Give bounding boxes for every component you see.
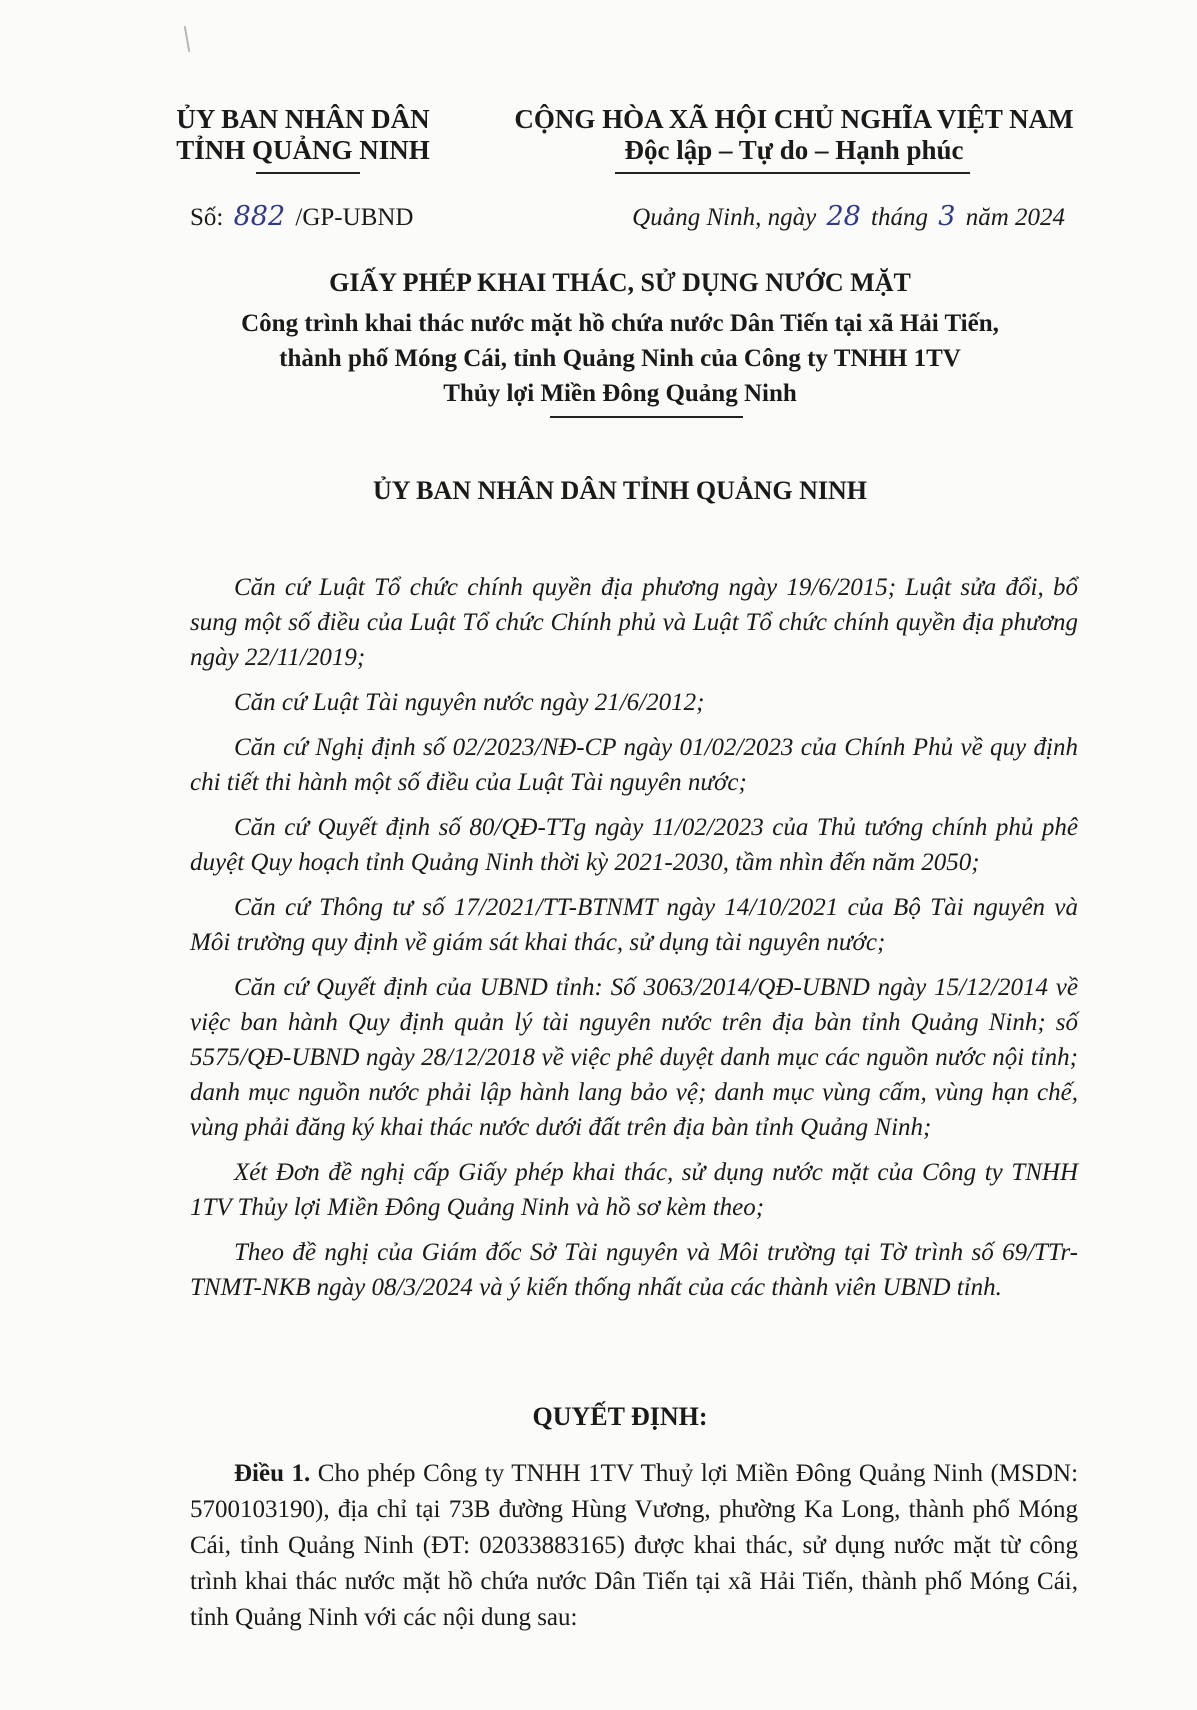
legal-basis-item: Căn cứ Quyết định của UBND tỉnh: Số 3063/2014/QĐ-UBND ngày 15/12/2014 về việc ban hành Quy định quản lý tài nguyên nước trên địa bàn tỉnh Quảng Ninh; số 5575/QĐ-UBND ngày 28/12/2018 về việc phê duyệt danh mục các nguồn nước nội tỉnh; danh mục nguồn nước phải lập hành lang bảo vệ; danh mục vùng cấm, vùng hạn chế, vùng phải đăng ký khai thác nước dưới đất trên địa bàn tỉnh Quảng Ninh; <box>190 974 1078 1141</box>
issuing-authority-line2: TỈNH QUẢNG NINH <box>176 135 430 165</box>
issue-date <box>632 200 1065 235</box>
subtitle-line3: Thủy lợi Miền Đông Quảng Ninh <box>443 380 797 407</box>
document-title: GIẤY PHÉP KHAI THÁC, SỬ DỤNG NƯỚC MẶT <box>329 268 911 297</box>
national-title: CỘNG HÒA XÃ HỘI CHỦ NGHĨA VIỆT NAM <box>514 104 1074 134</box>
document-number <box>190 200 413 235</box>
subtitle-line1: Công trình khai thác nước mặt hồ chứa nước Dân Tiến tại xã Hải Tiến, <box>241 310 999 337</box>
title-underline <box>550 416 743 418</box>
document-number-suffix: /GP-UBND <box>295 204 414 231</box>
motto-underline <box>615 172 970 174</box>
legal-basis-item: Căn cứ Quyết định số 80/QĐ-TTg ngày 11/02/2023 của Thủ tướng chính phủ phê duyệt Quy hoạch tỉnh Quảng Ninh thời kỳ 2021-2030, tầm nhìn đến năm 2050; <box>190 814 1078 876</box>
article-1-text: Cho phép Công ty TNHH 1TV Thuỷ lợi Miền Đông Quảng Ninh (MSDN: 5700103190), địa chỉ tại 73B đường Hùng Vương, phường Ka Long, thành phố Móng Cái, tỉnh Quảng Ninh (ĐT: 02033883165) được khai thác, sử dụng nước mặt từ công trình khai thác nước mặt hồ chứa nước Dân Tiến tại xã Hải Tiến, thành phố Móng Cái, tỉnh Quảng Ninh với các nội dung sau: <box>190 1460 1079 1631</box>
date-day-handwritten: 28 <box>826 201 861 232</box>
national-slogan: Độc lập – Tự do – Hạnh phúc <box>624 135 964 165</box>
document-subtitle <box>160 306 1080 411</box>
scan-mark <box>184 26 190 52</box>
legal-basis-item: Căn cứ Nghị định số 02/2023/NĐ-CP ngày 01/02/2023 của Chính Phủ về quy định chi tiết thi hành một số điều của Luật Tài nguyên nước; <box>190 734 1078 796</box>
issuing-authority <box>170 104 436 166</box>
article-1-label: Điều 1. <box>234 1460 311 1487</box>
legal-basis-item: Căn cứ Luật Tài nguyên nước ngày 21/6/2012; <box>234 689 705 716</box>
legal-bases <box>190 570 1078 1315</box>
date-month-label: tháng <box>871 204 928 231</box>
legal-basis-item: Xét Đơn đề nghị cấp Giấy phép khai thác, sử dụng nước mặt của Công ty TNHH 1TV Thủy lợi Miền Đông Quảng Ninh và hồ sơ kèm theo; <box>190 1159 1078 1221</box>
article-1 <box>190 1456 1078 1636</box>
legal-basis-item: Căn cứ Luật Tổ chức chính quyền địa phương ngày 19/6/2015; Luật sửa đổi, bổ sung một số điều của Luật Tổ chức Chính phủ và Luật Tổ chức chính quyền địa phương ngày 22/11/2019; <box>190 574 1078 671</box>
legal-basis-item: Căn cứ Thông tư số 17/2021/TT-BTNMT ngày 14/10/2021 của Bộ Tài nguyên và Môi trường quy định về giám sát khai thác, sử dụng tài nguyên nước; <box>190 894 1078 956</box>
decision-heading: QUYẾT ĐỊNH: <box>532 1402 708 1431</box>
issuing-authority-line1: ỦY BAN NHÂN DÂN <box>176 104 430 134</box>
document-number-handwritten: 882 <box>233 201 286 232</box>
date-place-label: Quảng Ninh, ngày <box>632 204 817 231</box>
authority-underline <box>256 172 360 174</box>
deciding-authority: ỦY BAN NHÂN DÂN TỈNH QUẢNG NINH <box>372 476 868 505</box>
legal-basis-item: Theo đề nghị của Giám đốc Sở Tài nguyên và Môi trường tại Tờ trình số 69/TTr-TNMT-NKB ngày 08/3/2024 và ý kiến thống nhất của các thành viên UBND tỉnh. <box>190 1239 1078 1301</box>
subtitle-line2: thành phố Móng Cái, tỉnh Quảng Ninh của Công ty TNHH 1TV <box>279 345 961 372</box>
date-month-handwritten: 3 <box>938 201 956 232</box>
national-motto <box>494 104 1094 166</box>
date-year-label: năm 2024 <box>965 204 1065 231</box>
document-number-prefix: Số: <box>190 204 224 231</box>
